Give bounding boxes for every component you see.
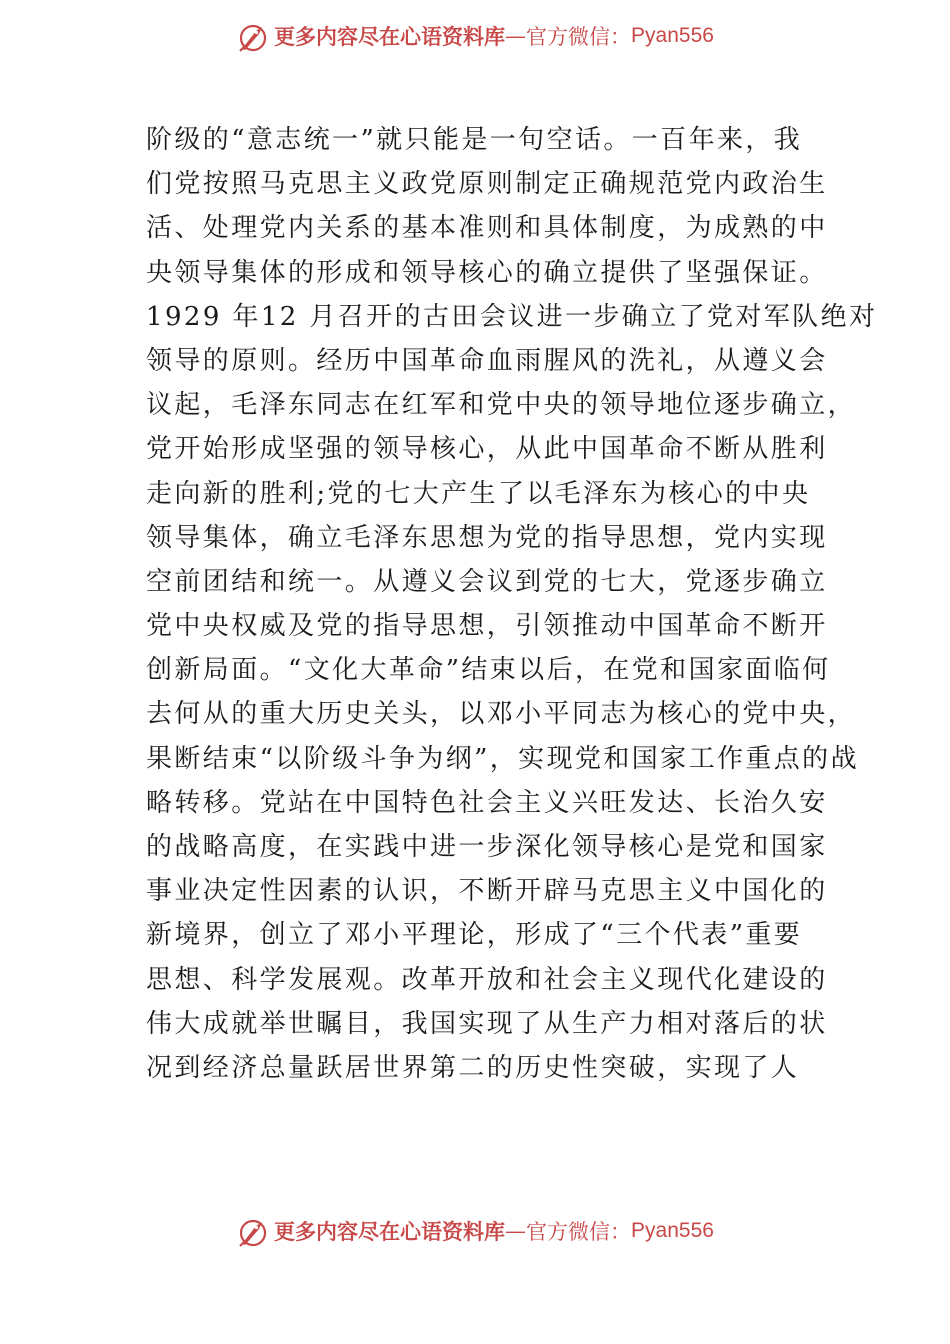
banner-account: Pyan556 — [631, 24, 714, 47]
pen-nib-logo-icon — [236, 1214, 270, 1248]
text-line: 创新局面。“文化大革命”结束以后，在党和国家面临何 — [146, 655, 831, 686]
banner-separator: — — [505, 24, 527, 48]
banner-account: Pyan556 — [631, 1219, 714, 1242]
text-line: 伟大成就举世瞩目，我国实现了从生产力相对落后的状 — [146, 1008, 828, 1039]
text-line: 略转移。党站在中国特色社会主义兴旺发达、长治久安 — [146, 787, 828, 818]
banner-brand-text: 更多内容尽在心语资料库 — [274, 1219, 506, 1244]
text-line: 新境界，创立了邓小平理论，形成了“三个代表”重要 — [146, 920, 803, 951]
text-line: 央领导集体的形成和领导核心的确立提供了坚强保证。 — [146, 257, 828, 288]
banner-wechat-label: 官方微信： — [526, 1220, 632, 1244]
footer-watermark-banner — [0, 1211, 950, 1251]
text-line: 议起，毛泽东同志在红军和党中央的领导地位逐步确立， — [146, 390, 857, 421]
text-line: 去何从的重大历史关头，以邓小平同志为核心的党中央， — [146, 699, 857, 730]
text-line: 们党按照马克思主义政党原则制定正确规范党内政治生 — [146, 169, 828, 200]
text-line: 况到经济总量跃居世界第二的历史性突破，实现了人 — [146, 1052, 800, 1083]
banner-wechat-label: 官方微信： — [526, 25, 632, 49]
text-line: 领导的原则。经历中国革命血雨腥风的洗礼，从遵义会 — [146, 345, 828, 376]
text-line: 思想、科学发展观。改革开放和社会主义现代化建设的 — [146, 964, 828, 995]
banner-separator: — — [505, 1219, 527, 1243]
text-line: 1929 年12 月召开的古田会议进一步确立了党对军队绝对 — [146, 301, 878, 332]
text-line: 空前团结和统一。从遵义会议到党的七大，党逐步确立 — [146, 566, 828, 597]
text-line: 阶级的“意志统一”就只能是一句空话。一百年来，我 — [146, 125, 803, 155]
text-line: 走向新的胜利;党的七大产生了以毛泽东为核心的中央 — [146, 478, 811, 509]
document-body — [146, 118, 878, 1090]
text-line: 党开始形成坚强的领导核心，从此中国革命不断从胜利 — [146, 434, 828, 465]
text-line: 果断结束“以阶级斗争为纲”，实现党和国家工作重点的战 — [146, 743, 859, 774]
text-line: 活、处理党内关系的基本准则和具体制度，为成熟的中 — [146, 213, 828, 244]
pen-nib-logo-icon — [236, 19, 270, 53]
text-line: 的战略高度，在实践中进一步深化领导核心是党和国家 — [146, 832, 828, 862]
text-line: 事业决定性因素的认识，不断开辟马克思主义中国化的 — [146, 876, 828, 907]
text-line: 领导集体，确立毛泽东思想为党的指导思想，党内实现 — [146, 522, 828, 553]
text-line: 党中央权威及党的指导思想，引领推动中国革命不断开 — [146, 611, 828, 642]
header-watermark-banner — [0, 16, 950, 56]
banner-brand-text: 更多内容尽在心语资料库 — [274, 24, 506, 49]
